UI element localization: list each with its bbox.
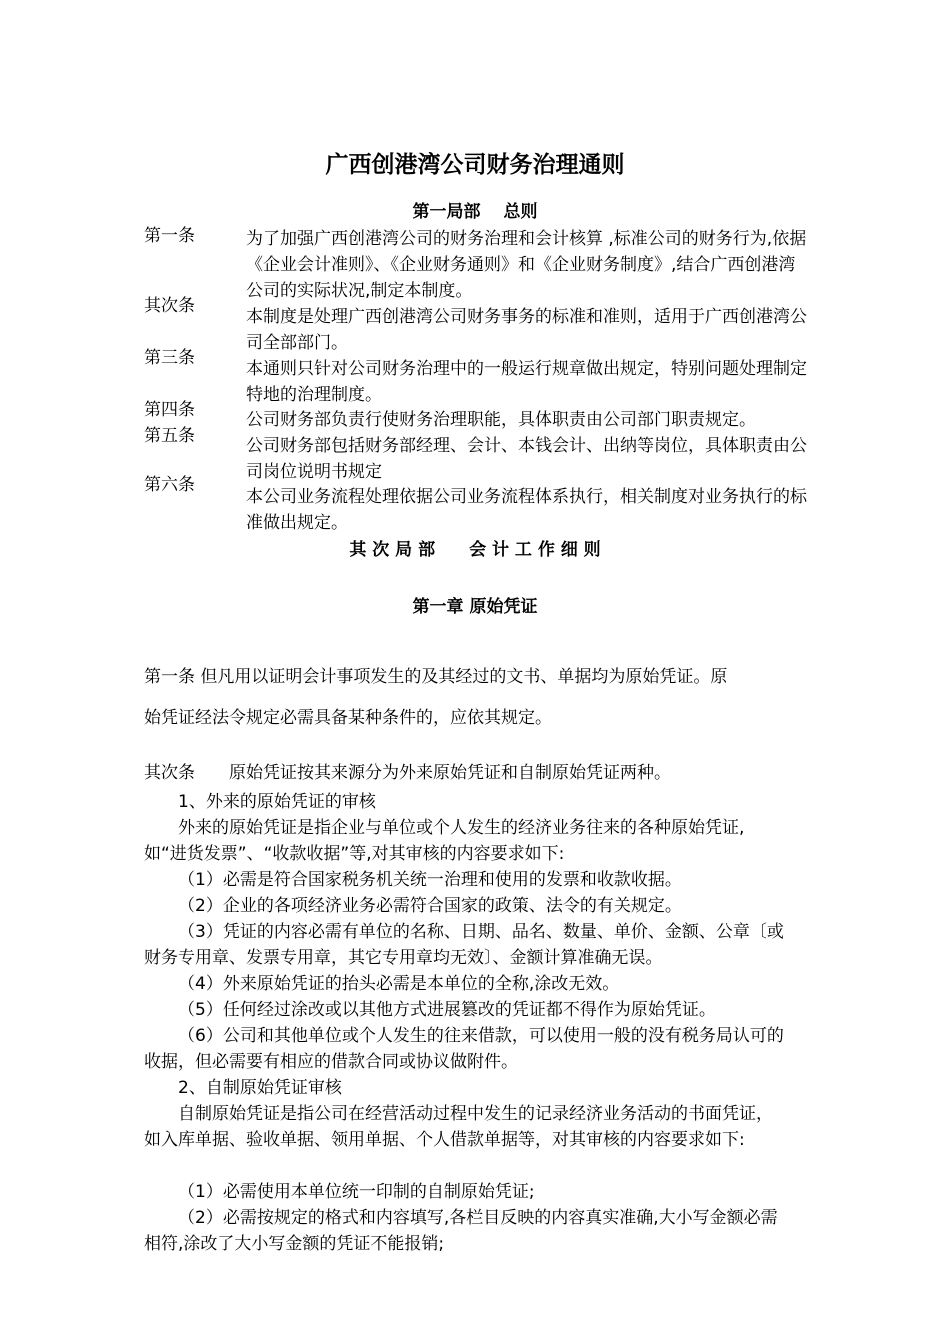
section2-item: （1）必需使用本单位统一印制的自制原始凭证;	[178, 1182, 535, 1202]
section1-heading: 1、外来的原始凭证的审核	[178, 792, 376, 812]
part2-heading: 其 次 局 部 会 计 工 作 细 则	[349, 540, 601, 560]
section1-intro: 外来的原始凭证是指企业与单位或个人发生的经济业务往来的各种原始凭证,如“进货发票”、“收款收据”等,对其审核的内容要求如下:	[144, 818, 745, 864]
section2-item: （2）必需按规定的格式和内容填写,各栏目反映的内容真实准确,大小写金额必需相符,涂改了大小写金额的凭证不能报销;	[144, 1208, 778, 1254]
chapter1-article2: 其次条 原始凭证按其来源分为外来原始凭证和自制原始凭证两种。	[144, 763, 671, 783]
section1-item: （3）凭证的内容必需有单位的名称、日期、品名、数量、单价、金额、公章〔或财务专用章、发票专用章，其它专用章均无效〕、金额计算准确无误。	[144, 922, 784, 968]
section2-intro: 自制原始凭证是指公司在经营活动过程中发生的记录经济业务活动的书面凭证，如入库单据、验收单据、领用单据、个人借款单据等，对其审核的内容要求如下:	[144, 1104, 773, 1150]
chapter1-article1-line2: 始凭证经法令规定必需具备某种条件的，应依其规定。	[144, 708, 552, 728]
article-label: 其次条	[144, 296, 195, 316]
article-text: 本制度是处理广西创港湾公司财务事务的标准和准则，适用于广西创港湾公司全部部门。	[246, 307, 807, 353]
article-text: 公司财务部包括财务部经理、会计、本钱会计、出纳等岗位，具体职责由公司岗位说明书规定	[246, 436, 807, 482]
section1-item: （5）任何经过涂改或以其他方式进展篡改的凭证都不得作为原始凭证。	[178, 1000, 716, 1020]
article-label: 第一条	[144, 226, 195, 246]
section1-item: （2）企业的各项经济业务必需符合国家的政策、法令的有关规定。	[178, 896, 682, 916]
section1-item: （4）外来原始凭证的抬头必需是本单位的全称,涂改无效。	[178, 974, 620, 994]
article-label: 第四条	[144, 400, 195, 420]
article-text: 为了加强广西创港湾公司的财务治理和会计核算 ,标准公司的财务行为,依据《企业会计准则》、《企业财务通则》和《企业财务制度》,结合广西创港湾公司的实际状况,制定本制度。	[246, 229, 807, 301]
section1-item: （1）必需是符合国家税务机关统一治理和使用的发票和收款收据。	[178, 870, 682, 890]
part1-heading: 第一局部 总则	[412, 202, 538, 222]
chapter1-heading: 第一章 原始凭证	[412, 597, 538, 617]
section1-item: （6）公司和其他单位或个人发生的往来借款，可以使用一般的没有税务局认可的收据，但必需要有相应的借款合同或协议做附件。	[144, 1026, 784, 1072]
article-label: 第五条	[144, 426, 195, 446]
section2-heading: 2、自制原始凭证审核	[178, 1078, 342, 1098]
article-label: 第六条	[144, 475, 195, 495]
article-text: 本公司业务流程处理依据公司业务流程体系执行，相关制度对业务执行的标准做出规定。	[246, 487, 807, 533]
article-text: 本通则只针对公司财务治理中的一般运行规章做出规定，特别问题处理制定特地的治理制度。	[246, 359, 807, 405]
article-text: 公司财务部负责行使财务治理职能，具体职责由公司部门职责规定。	[246, 410, 756, 430]
chapter1-article1-line1: 第一条 但凡用以证明会计事项发生的及其经过的文书、单据均为原始凭证。原	[144, 667, 728, 687]
document-title: 广西创港湾公司财务治理通则	[325, 152, 625, 178]
article-label: 第三条	[144, 348, 195, 368]
